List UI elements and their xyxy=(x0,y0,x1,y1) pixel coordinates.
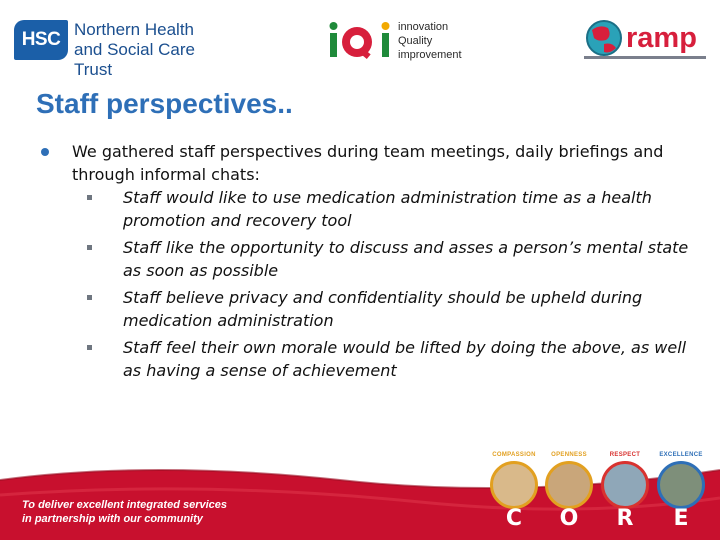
ramp-subline xyxy=(584,56,706,59)
iqi-word-1: innovation xyxy=(398,21,449,33)
hsc-org-line1: Northern Health xyxy=(74,20,195,39)
core-value-compassion xyxy=(484,452,544,531)
ramp-logo xyxy=(582,14,712,62)
sub-bullet-text: Staff would like to use medication administration time as a health promotion and recovery tool xyxy=(123,188,652,230)
hsc-badge: HSC xyxy=(14,20,68,60)
hsc-logo xyxy=(14,18,229,79)
main-bullet xyxy=(40,140,690,186)
sub-bullet-text: Staff feel their own morale would be lifted by doing the above, as well as having a sense of achievement xyxy=(123,338,687,380)
core-value-name: EXCELLENCE xyxy=(659,452,703,458)
core-value-name: COMPASSION xyxy=(492,452,536,458)
iqi-word-2: Quality xyxy=(398,35,433,47)
core-letter: E xyxy=(673,506,689,531)
slide-body xyxy=(40,140,690,386)
ramp-globe-icon xyxy=(582,16,626,60)
bullet-square-icon xyxy=(87,295,92,300)
core-value-name: RESPECT xyxy=(609,452,641,458)
bullet-square-icon xyxy=(87,345,92,350)
core-value-name: OPENNESS xyxy=(551,452,587,458)
sub-bullet-text: Staff believe privacy and confidentiality should be upheld during medication administration xyxy=(123,288,643,330)
hsc-org-line2: and Social Care Trust xyxy=(74,40,195,79)
sub-bullet xyxy=(40,236,690,282)
bullet-square-icon xyxy=(87,195,92,200)
bullet-square-icon xyxy=(87,245,92,250)
core-letter: R xyxy=(616,506,634,531)
iqi-logo xyxy=(328,14,478,64)
tagline-line2: in partnership with our community xyxy=(22,513,203,525)
openness-photo xyxy=(545,461,593,509)
footer-banner xyxy=(0,440,720,540)
tagline-line1: To deliver excellent integrated services xyxy=(22,499,228,511)
footer-tagline xyxy=(22,498,227,526)
excellence-photo xyxy=(657,461,705,509)
sub-bullet xyxy=(40,286,690,332)
slide-title: Staff perspectives.. xyxy=(36,88,293,119)
sub-bullet xyxy=(40,336,690,382)
compassion-photo xyxy=(490,461,538,509)
iqi-mark-icon xyxy=(328,20,394,62)
core-value-openness xyxy=(539,452,599,531)
respect-photo xyxy=(601,461,649,509)
iqi-word-3: improvement xyxy=(398,49,462,61)
core-value-excellence xyxy=(651,452,711,531)
main-bullet-text: We gathered staff perspectives during team meetings, daily briefings and through informal chats: xyxy=(72,142,664,184)
sub-bullet-list xyxy=(40,186,690,382)
ramp-wordmark: ramp xyxy=(626,22,697,54)
core-letter: O xyxy=(559,506,579,531)
core-value-respect xyxy=(595,452,655,531)
sub-bullet xyxy=(40,186,690,232)
sub-bullet-text: Staff like the opportunity to discuss and asses a person’s mental state as soon as possible xyxy=(123,238,689,280)
iqi-words xyxy=(398,20,462,62)
hsc-org-name xyxy=(74,20,229,80)
bullet-dot-icon xyxy=(41,148,49,156)
core-letter: C xyxy=(505,506,523,531)
